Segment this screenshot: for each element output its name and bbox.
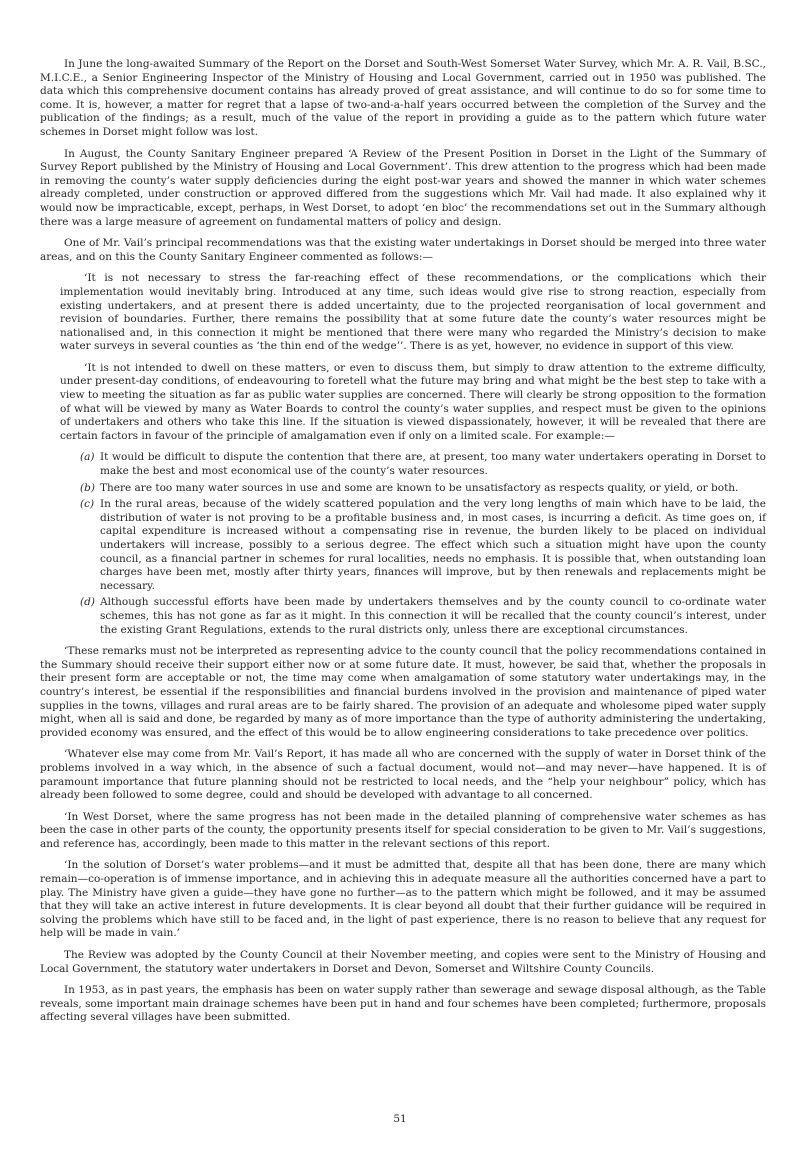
engineer-quote bbox=[60, 272, 766, 637]
paragraph-whatever: ‘Whatever else may come from Mr. Vail’s Report, it has made all who are concerned with the supply of water in Dorset think of the problems involved in a way which, in the absence of such a factual document, would not—and may never—have happened. It is of paramount importance that future planning should not be restricted to local needs, and the “help your neighbour” policy, which has already been followed to some degree, could and should be developed with advantage to all concerned. bbox=[40, 748, 766, 802]
paragraph-west-dorset: ‘In West Dorset, where the same progress has not been made in the detailed planning of comprehensive water schemes as has been the case in other parts of the county, the opportunity presents itself for special consideration to be given to Mr. Vail’s suggestions, and reference has, accordingly, been made to this matter in the relevant sections of this report. bbox=[40, 810, 766, 850]
quote-paragraph: ‘It is not intended to dwell on these matters, or even to discuss them, but simply to draw attention to the extreme difficulty, under present-day conditions, of endeavouring to foretell what the future may bring and what might be the best step to take with a view to meeting the situation as far as public water supplies are concerned. There will clearly be strong opposition to the formation of what will be viewed by many as Water Boards to control the county’s water supplies, and respect must be given to the opinions of undertakers and others who take this line. If the situation is viewed dispassionately, however, it will be revealed that there are certain factors in favour of the principle of amalgamation even if only on a limited scale. For example:— bbox=[60, 361, 766, 442]
list-item bbox=[80, 596, 766, 637]
list-item-label: (a) bbox=[80, 451, 95, 464]
paragraph-review: In August, the County Sanitary Engineer prepared ‘A Review of the Present Position in Dorset in the Light of the Summary of Survey Report published by the Ministry of Housing and Local Government’. This drew attention to the progress which had been made in removing the county’s water supply deficiencies during the eight post-war years and showed the manner in which water schemes already completed, under construction or approved differed from the suggestions which Mr. Vail had made. It also explained why it would now be impracticable, except, perhaps, in West Dorset, to adopt ‘en bloc’ the recommendations set out in the Summary although there was a large measure of agreement on fundamental matters of policy and design. bbox=[40, 147, 766, 228]
list-item bbox=[80, 451, 766, 478]
paragraph-review-adopted: The Review was adopted by the County Council at their November meeting, and copies were sent to the Ministry of Housing and Local Government, the statutory water undertakers in Dorset and Devon, Somerset and Wiltshire County Councils. bbox=[40, 949, 766, 975]
document-page bbox=[40, 58, 766, 1033]
paragraph-solution: ‘In the solution of Dorset’s water problems—and it must be admitted that, despite all that has been done, there are many which remain—co-operation is of immense importance, and in achieving this in adequate measure all the authorities concerned have a part to play. The Ministry have given a guide—they have gone no further—as to the pattern which might be followed, and it may be assumed that they will take an active interest in future developments. It is clear beyond all doubt that their further guidance will be required in solving the problems which have still to be faced and, in the light of past experience, there is no reason to believe that any request for help will be made in vain.’ bbox=[40, 859, 766, 940]
factor-list bbox=[80, 451, 766, 637]
list-item-text: Although successful efforts have been made by undertakers themselves and by the county council to co-ordinate water schemes, this has not gone as far as it might. In this connection it will be recalled that the county council’s interest, under the existing Grant Regulations, extends to the rural districts only, unless there are exceptional circumstances. bbox=[100, 596, 766, 636]
list-item-label: (c) bbox=[80, 498, 95, 511]
paragraph-remarks: ‘These remarks must not be interpreted as representing advice to the county council that the policy recommendations contained in the Summary should receive their support either now or at some future date. It must, however, be said that, whether the proposals in their present form are acceptable or not, the time may come when amalgamation of some statutory water undertakings may, in the country’s interest, be essential if the responsibilities and financial burdens involved in the provision and maintenance of piped water supplies in the towns, villages and rural areas are to be fairly shared. The provision of an adequate and wholesome piped water supply might, when all is said and done, be regarded by many as of more importance than the type of authority administering the undertaking, provided economy was ensured, and the effect of this would be to allow engineering considerations to take precedence over politics. bbox=[40, 645, 766, 739]
list-item bbox=[80, 482, 766, 496]
list-item-label: (d) bbox=[80, 596, 95, 609]
list-item-text: In the rural areas, because of the widely scattered population and the very long lengths of main which have to be laid, the distribution of water is not proving to be a profitable business and, in most cases, is incurring a deficit. As time goes on, if capital expenditure is increased without a compensating rise in revenue, the burden likely to be placed on individual undertakers will increase, possibly to a serious degree. The effect which such a situation might have upon the county council, as a financial partner in schemes for rural localities, needs no emphasis. It is possible that, when outstanding loan charges have been met, mostly after thirty years, finances will improve, but by then renewals and replacements might be necessary. bbox=[100, 498, 766, 592]
paragraph-recommendations: One of Mr. Vail’s principal recommendations was that the existing water undertakings in Dorset should be merged into three water areas, and on this the County Sanitary Engineer commented as follows:— bbox=[40, 237, 766, 263]
list-item-text: There are too many water sources in use and some are known to be unsatisfactory as respects quality, or yield, or both. bbox=[100, 481, 739, 494]
page-number: 51 bbox=[393, 1113, 407, 1125]
list-item-label: (b) bbox=[80, 481, 95, 494]
paragraph-1953: In 1953, as in past years, the emphasis has been on water supply rather than sewerage and sewage disposal although, as the Table reveals, some important main drainage schemes have been put in hand and four schemes have been completed; furthermore, proposals affecting several villages have been submitted. bbox=[40, 984, 766, 1024]
paragraph-survey-summary: In June the long-awaited Summary of the Report on the Dorset and South-West Somerset Water Survey, which Mr. A. R. Vail, B.SC., M.I.C.E., a Senior Engineering Inspector of the Ministry of Housing and Local Government, carried out in 1950 was published. The data which this comprehensive document contains has already proved of great assistance, and will continue to do so for some time to come. It is, however, a matter for regret that a lapse of two-and-a-half years occurred between the completion of the Survey and the publication of the findings; as a result, much of the value of the report in providing a guide as to the pattern which future water schemes in Dorset might follow was lost. bbox=[40, 58, 766, 138]
quote-paragraph: ‘It is not necessary to stress the far-reaching effect of these recommendations, or the complications which their implementation would inevitably bring. Introduced at any time, such ideas would give rise to strong reaction, especially from existing undertakers, and at present there is added uncertainty, due to the projected reorganisation of local government and revision of boundaries. Further, there remains the possibility that at some future date the county’s water resources might be nationalised and, in this connection it might be mentioned that there were many who regarded the Ministry’s decision to make water surveys in several counties as ‘the thin end of the wedge’’. There is as yet, however, no evidence in support of this view. bbox=[60, 272, 766, 353]
list-item bbox=[80, 498, 766, 593]
list-item-text: It would be difficult to dispute the contention that there are, at present, too many water undertakers operating in Dorset to make the best and most economical use of the county’s water resources. bbox=[100, 451, 766, 478]
